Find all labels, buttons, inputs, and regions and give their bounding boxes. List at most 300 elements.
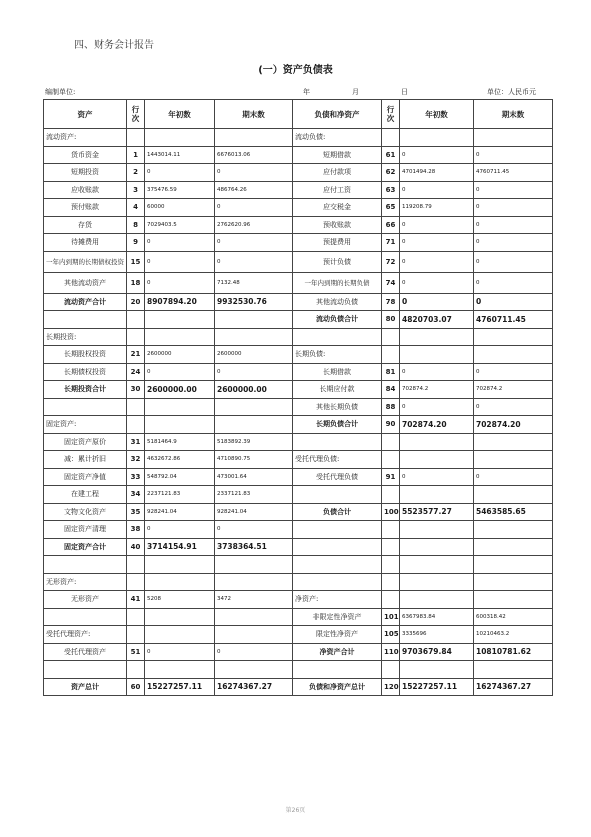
ending-balance <box>474 521 553 539</box>
asset-name: 文物文化资产 <box>44 503 127 521</box>
beginning-balance: 548792.04 <box>145 468 215 486</box>
line-number: 91 <box>382 468 400 486</box>
liability-name: 受托代理负债: <box>293 451 382 469</box>
table-row <box>44 451 553 469</box>
table-row <box>44 381 553 399</box>
asset-name: 固定资产净值 <box>44 468 127 486</box>
beginning-balance <box>400 328 474 346</box>
line-number: 60 <box>127 678 145 696</box>
asset-name: 应收账款 <box>44 181 127 199</box>
line-number: 41 <box>127 591 145 609</box>
beginning-balance: 0 <box>400 251 474 272</box>
line-number <box>127 328 145 346</box>
beginning-balance <box>400 346 474 364</box>
table-row <box>44 251 553 272</box>
liability-name: 受托代理负债 <box>293 468 382 486</box>
table-row <box>44 626 553 644</box>
asset-name: 一年内到期的长期债权投资 <box>44 251 127 272</box>
liability-name: 短期借款 <box>293 146 382 164</box>
ending-balance <box>474 538 553 556</box>
asset-name <box>44 398 127 416</box>
ending-balance <box>474 556 553 574</box>
balance-sheet-body <box>44 129 553 696</box>
ending-balance <box>474 591 553 609</box>
ending-balance: 10210463.2 <box>474 626 553 644</box>
table-row <box>44 538 553 556</box>
ending-balance: 702874.2 <box>474 381 553 399</box>
line-number: 18 <box>127 272 145 293</box>
liability-name: 应交税金 <box>293 199 382 217</box>
ending-balance: 0 <box>474 251 553 272</box>
liability-name: 负债合计 <box>293 503 382 521</box>
asset-name: 固定资产合计 <box>44 538 127 556</box>
beginning-balance: 0 <box>400 468 474 486</box>
line-number: 1 <box>127 146 145 164</box>
beginning-balance: 60000 <box>145 199 215 217</box>
header-liabilities: 负债和净资产 <box>293 100 382 129</box>
beginning-balance <box>400 486 474 504</box>
beginning-balance: 119208.79 <box>400 199 474 217</box>
beginning-balance: 5181464.9 <box>145 433 215 451</box>
beginning-balance: 4632672.86 <box>145 451 215 469</box>
asset-name: 固定资产原价 <box>44 433 127 451</box>
beginning-balance: 0 <box>145 251 215 272</box>
line-number: 88 <box>382 398 400 416</box>
liability-name: 一年内到期的长期负债 <box>293 272 382 293</box>
ending-balance: 0 <box>474 398 553 416</box>
beginning-balance: 1443014.11 <box>145 146 215 164</box>
line-number: 62 <box>382 164 400 182</box>
ending-balance <box>215 129 293 147</box>
table-row <box>44 293 553 311</box>
table-row <box>44 234 553 252</box>
beginning-balance: 0 <box>400 234 474 252</box>
ending-balance: 0 <box>474 363 553 381</box>
liability-name: 流动负债: <box>293 129 382 147</box>
line-number <box>127 416 145 434</box>
beginning-balance: 4820703.07 <box>400 311 474 329</box>
ending-balance: 6676013.06 <box>215 146 293 164</box>
ending-balance: 9932530.76 <box>215 293 293 311</box>
table-row <box>44 398 553 416</box>
ending-balance: 0 <box>474 468 553 486</box>
ending-balance: 0 <box>215 199 293 217</box>
ending-balance: 5463585.65 <box>474 503 553 521</box>
line-number <box>127 556 145 574</box>
ending-balance: 7132.48 <box>215 272 293 293</box>
ending-balance: 16274367.27 <box>215 678 293 696</box>
header-line-no-2: 行次 <box>382 100 400 129</box>
line-number: 8 <box>127 216 145 234</box>
beginning-balance: 3335696 <box>400 626 474 644</box>
ending-balance: 600318.42 <box>474 608 553 626</box>
beginning-balance: 702874.2 <box>400 381 474 399</box>
liability-name <box>293 556 382 574</box>
line-number: 15 <box>127 251 145 272</box>
line-number <box>382 538 400 556</box>
preparer-label: 编制单位: <box>45 88 76 96</box>
liability-name: 长期负债合计 <box>293 416 382 434</box>
table-row <box>44 678 553 696</box>
ending-balance: 2762620.96 <box>215 216 293 234</box>
ending-balance: 5183892.39 <box>215 433 293 451</box>
ending-balance: 0 <box>474 293 553 311</box>
month-label: 月 <box>352 88 359 96</box>
beginning-balance: 5208 <box>145 591 215 609</box>
beginning-balance: 0 <box>400 272 474 293</box>
ending-balance: 4760711.45 <box>474 164 553 182</box>
line-number: 34 <box>127 486 145 504</box>
ending-balance: 0 <box>215 643 293 661</box>
ending-balance: 0 <box>474 216 553 234</box>
beginning-balance <box>145 311 215 329</box>
balance-sheet-table <box>43 99 553 696</box>
liability-name: 应付工资 <box>293 181 382 199</box>
table-row <box>44 503 553 521</box>
table-title: (一）资产负债表 <box>258 65 333 76</box>
ending-balance <box>474 129 553 147</box>
beginning-balance: 702874.20 <box>400 416 474 434</box>
beginning-balance <box>145 573 215 591</box>
header-assets: 资产 <box>44 100 127 129</box>
beginning-balance: 0 <box>400 216 474 234</box>
ending-balance: 4710890.75 <box>215 451 293 469</box>
beginning-balance <box>400 573 474 591</box>
line-number: 31 <box>127 433 145 451</box>
liability-name <box>293 433 382 451</box>
line-number: 3 <box>127 181 145 199</box>
beginning-balance: 0 <box>400 293 474 311</box>
line-number <box>382 486 400 504</box>
ending-balance: 2600000.00 <box>215 381 293 399</box>
line-number: 24 <box>127 363 145 381</box>
ending-balance: 4760711.45 <box>474 311 553 329</box>
ending-balance <box>474 661 553 679</box>
table-row <box>44 556 553 574</box>
line-number <box>127 311 145 329</box>
line-number: 4 <box>127 199 145 217</box>
ending-balance <box>215 416 293 434</box>
table-row <box>44 181 553 199</box>
asset-name <box>44 661 127 679</box>
table-row <box>44 272 553 293</box>
beginning-balance: 928241.04 <box>145 503 215 521</box>
liability-name: 其他长期负债 <box>293 398 382 416</box>
beginning-balance: 0 <box>400 398 474 416</box>
beginning-balance: 2237121.83 <box>145 486 215 504</box>
beginning-balance <box>400 451 474 469</box>
liability-name <box>293 573 382 591</box>
ending-balance: 0 <box>474 272 553 293</box>
ending-balance: 10810781.62 <box>474 643 553 661</box>
liability-name <box>293 521 382 539</box>
ending-balance <box>474 573 553 591</box>
asset-name: 流动资产合计 <box>44 293 127 311</box>
table-row <box>44 591 553 609</box>
beginning-balance <box>400 661 474 679</box>
beginning-balance: 4701494.28 <box>400 164 474 182</box>
asset-name: 长期股权投资 <box>44 346 127 364</box>
ending-balance: 2337121.83 <box>215 486 293 504</box>
liability-name: 预收账款 <box>293 216 382 234</box>
ending-balance <box>474 433 553 451</box>
line-number: 72 <box>382 251 400 272</box>
beginning-balance <box>145 328 215 346</box>
asset-name: 减：累计折旧 <box>44 451 127 469</box>
table-row <box>44 486 553 504</box>
beginning-balance: 0 <box>145 521 215 539</box>
liability-name: 净资产合计 <box>293 643 382 661</box>
ending-balance <box>215 311 293 329</box>
asset-name: 货币资金 <box>44 146 127 164</box>
beginning-balance: 9703679.84 <box>400 643 474 661</box>
beginning-balance <box>145 416 215 434</box>
line-number: 32 <box>127 451 145 469</box>
line-number <box>382 556 400 574</box>
beginning-balance <box>145 661 215 679</box>
table-row <box>44 199 553 217</box>
asset-name: 短期投资 <box>44 164 127 182</box>
beginning-balance: 0 <box>145 234 215 252</box>
table-row <box>44 661 553 679</box>
line-number <box>382 451 400 469</box>
line-number: 90 <box>382 416 400 434</box>
liability-name: 其他流动负债 <box>293 293 382 311</box>
liability-name <box>293 486 382 504</box>
line-number <box>382 521 400 539</box>
beginning-balance: 15227257.11 <box>145 678 215 696</box>
asset-name: 无形资产 <box>44 591 127 609</box>
line-number: 120 <box>382 678 400 696</box>
line-number: 51 <box>127 643 145 661</box>
line-number: 9 <box>127 234 145 252</box>
asset-name: 受托代理资产 <box>44 643 127 661</box>
ending-balance <box>215 398 293 416</box>
beginning-balance <box>145 129 215 147</box>
table-row <box>44 129 553 147</box>
beginning-balance: 0 <box>145 643 215 661</box>
ending-balance: 0 <box>474 181 553 199</box>
line-number: 21 <box>127 346 145 364</box>
liability-name <box>293 328 382 346</box>
ending-balance <box>474 328 553 346</box>
line-number <box>127 661 145 679</box>
ending-balance: 702874.20 <box>474 416 553 434</box>
beginning-balance <box>145 556 215 574</box>
asset-name: 待摊费用 <box>44 234 127 252</box>
asset-name: 预付账款 <box>44 199 127 217</box>
line-number: 101 <box>382 608 400 626</box>
asset-name: 长期债权投资 <box>44 363 127 381</box>
line-number: 66 <box>382 216 400 234</box>
ending-balance: 928241.04 <box>215 503 293 521</box>
beginning-balance <box>400 521 474 539</box>
liability-name: 负债和净资产总计 <box>293 678 382 696</box>
asset-name: 固定资产: <box>44 416 127 434</box>
asset-name: 长期投资合计 <box>44 381 127 399</box>
ending-balance: 0 <box>215 164 293 182</box>
header-end: 期末数 <box>215 100 293 129</box>
line-number: 65 <box>382 199 400 217</box>
ending-balance: 0 <box>474 146 553 164</box>
page-number: 第26页 <box>285 807 306 814</box>
ending-balance: 3472 <box>215 591 293 609</box>
table-row <box>44 643 553 661</box>
ending-balance <box>215 573 293 591</box>
line-number: 78 <box>382 293 400 311</box>
ending-balance: 0 <box>474 234 553 252</box>
beginning-balance: 5523577.27 <box>400 503 474 521</box>
ending-balance: 0 <box>474 199 553 217</box>
line-number: 20 <box>127 293 145 311</box>
ending-balance <box>215 328 293 346</box>
liability-name: 预计负债 <box>293 251 382 272</box>
liability-name: 流动负债合计 <box>293 311 382 329</box>
line-number: 71 <box>382 234 400 252</box>
liability-name: 非限定性净资产 <box>293 608 382 626</box>
asset-name: 无形资产: <box>44 573 127 591</box>
asset-name: 存货 <box>44 216 127 234</box>
beginning-balance <box>145 398 215 416</box>
ending-balance <box>215 661 293 679</box>
line-number <box>127 573 145 591</box>
beginning-balance <box>400 538 474 556</box>
line-number: 38 <box>127 521 145 539</box>
line-number <box>382 129 400 147</box>
ending-balance <box>474 486 553 504</box>
beginning-balance: 375476.59 <box>145 181 215 199</box>
table-row <box>44 521 553 539</box>
line-number: 80 <box>382 311 400 329</box>
ending-balance <box>474 451 553 469</box>
header-row <box>44 100 553 129</box>
currency-unit: 单位：人民币元 <box>487 88 536 96</box>
header-begin: 年初数 <box>145 100 215 129</box>
table-row <box>44 216 553 234</box>
line-number: 100 <box>382 503 400 521</box>
asset-name: 在建工程 <box>44 486 127 504</box>
line-number: 35 <box>127 503 145 521</box>
beginning-balance <box>145 626 215 644</box>
line-number: 105 <box>382 626 400 644</box>
liability-name <box>293 661 382 679</box>
beginning-balance: 15227257.11 <box>400 678 474 696</box>
beginning-balance <box>400 433 474 451</box>
beginning-balance <box>400 556 474 574</box>
liability-name: 预提费用 <box>293 234 382 252</box>
line-number: 61 <box>382 146 400 164</box>
beginning-balance <box>145 608 215 626</box>
liability-name: 限定性净资产 <box>293 626 382 644</box>
ending-balance <box>474 346 553 364</box>
line-number: 74 <box>382 272 400 293</box>
table-row <box>44 363 553 381</box>
table-row <box>44 433 553 451</box>
liability-name: 长期借款 <box>293 363 382 381</box>
beginning-balance <box>400 591 474 609</box>
line-number <box>382 573 400 591</box>
beginning-balance: 2600000.00 <box>145 381 215 399</box>
asset-name: 受托代理资产: <box>44 626 127 644</box>
beginning-balance: 0 <box>145 272 215 293</box>
section-heading: 四、财务会计报告 <box>74 40 154 51</box>
beginning-balance: 0 <box>400 146 474 164</box>
header-end-2: 期末数 <box>474 100 553 129</box>
table-row <box>44 346 553 364</box>
line-number <box>127 398 145 416</box>
asset-name: 资产总计 <box>44 678 127 696</box>
liability-name: 长期应付款 <box>293 381 382 399</box>
asset-name <box>44 311 127 329</box>
table-row <box>44 416 553 434</box>
ending-balance: 0 <box>215 234 293 252</box>
liability-name <box>293 538 382 556</box>
header-begin-2: 年初数 <box>400 100 474 129</box>
line-number: 40 <box>127 538 145 556</box>
table-row <box>44 164 553 182</box>
table-row <box>44 328 553 346</box>
liability-name: 应付款项 <box>293 164 382 182</box>
ending-balance: 0 <box>215 521 293 539</box>
table-row <box>44 573 553 591</box>
ending-balance <box>215 556 293 574</box>
liability-name: 长期负债: <box>293 346 382 364</box>
beginning-balance: 2600000 <box>145 346 215 364</box>
year-label: 年 <box>303 88 310 96</box>
beginning-balance: 3714154.91 <box>145 538 215 556</box>
line-number <box>127 626 145 644</box>
line-number: 2 <box>127 164 145 182</box>
ending-balance <box>215 626 293 644</box>
header-line-no: 行次 <box>127 100 145 129</box>
ending-balance: 0 <box>215 363 293 381</box>
table-row <box>44 146 553 164</box>
ending-balance: 0 <box>215 251 293 272</box>
line-number: 81 <box>382 363 400 381</box>
line-number <box>127 608 145 626</box>
beginning-balance: 0 <box>145 363 215 381</box>
table-row <box>44 608 553 626</box>
liability-name: 净资产: <box>293 591 382 609</box>
line-number <box>382 661 400 679</box>
ending-balance: 2600000 <box>215 346 293 364</box>
asset-name <box>44 556 127 574</box>
beginning-balance: 7029403.5 <box>145 216 215 234</box>
line-number <box>127 129 145 147</box>
ending-balance: 16274367.27 <box>474 678 553 696</box>
beginning-balance: 0 <box>400 181 474 199</box>
asset-name: 流动资产: <box>44 129 127 147</box>
beginning-balance: 8907894.20 <box>145 293 215 311</box>
asset-name: 长期投资: <box>44 328 127 346</box>
beginning-balance: 0 <box>400 363 474 381</box>
line-number: 63 <box>382 181 400 199</box>
ending-balance <box>215 608 293 626</box>
line-number <box>382 328 400 346</box>
beginning-balance: 0 <box>145 164 215 182</box>
line-number: 84 <box>382 381 400 399</box>
ending-balance: 486764.26 <box>215 181 293 199</box>
line-number <box>382 433 400 451</box>
line-number: 33 <box>127 468 145 486</box>
beginning-balance <box>400 129 474 147</box>
asset-name: 固定资产清理 <box>44 521 127 539</box>
line-number <box>382 346 400 364</box>
day-label: 日 <box>401 88 408 96</box>
line-number <box>382 591 400 609</box>
line-number: 30 <box>127 381 145 399</box>
line-number: 110 <box>382 643 400 661</box>
